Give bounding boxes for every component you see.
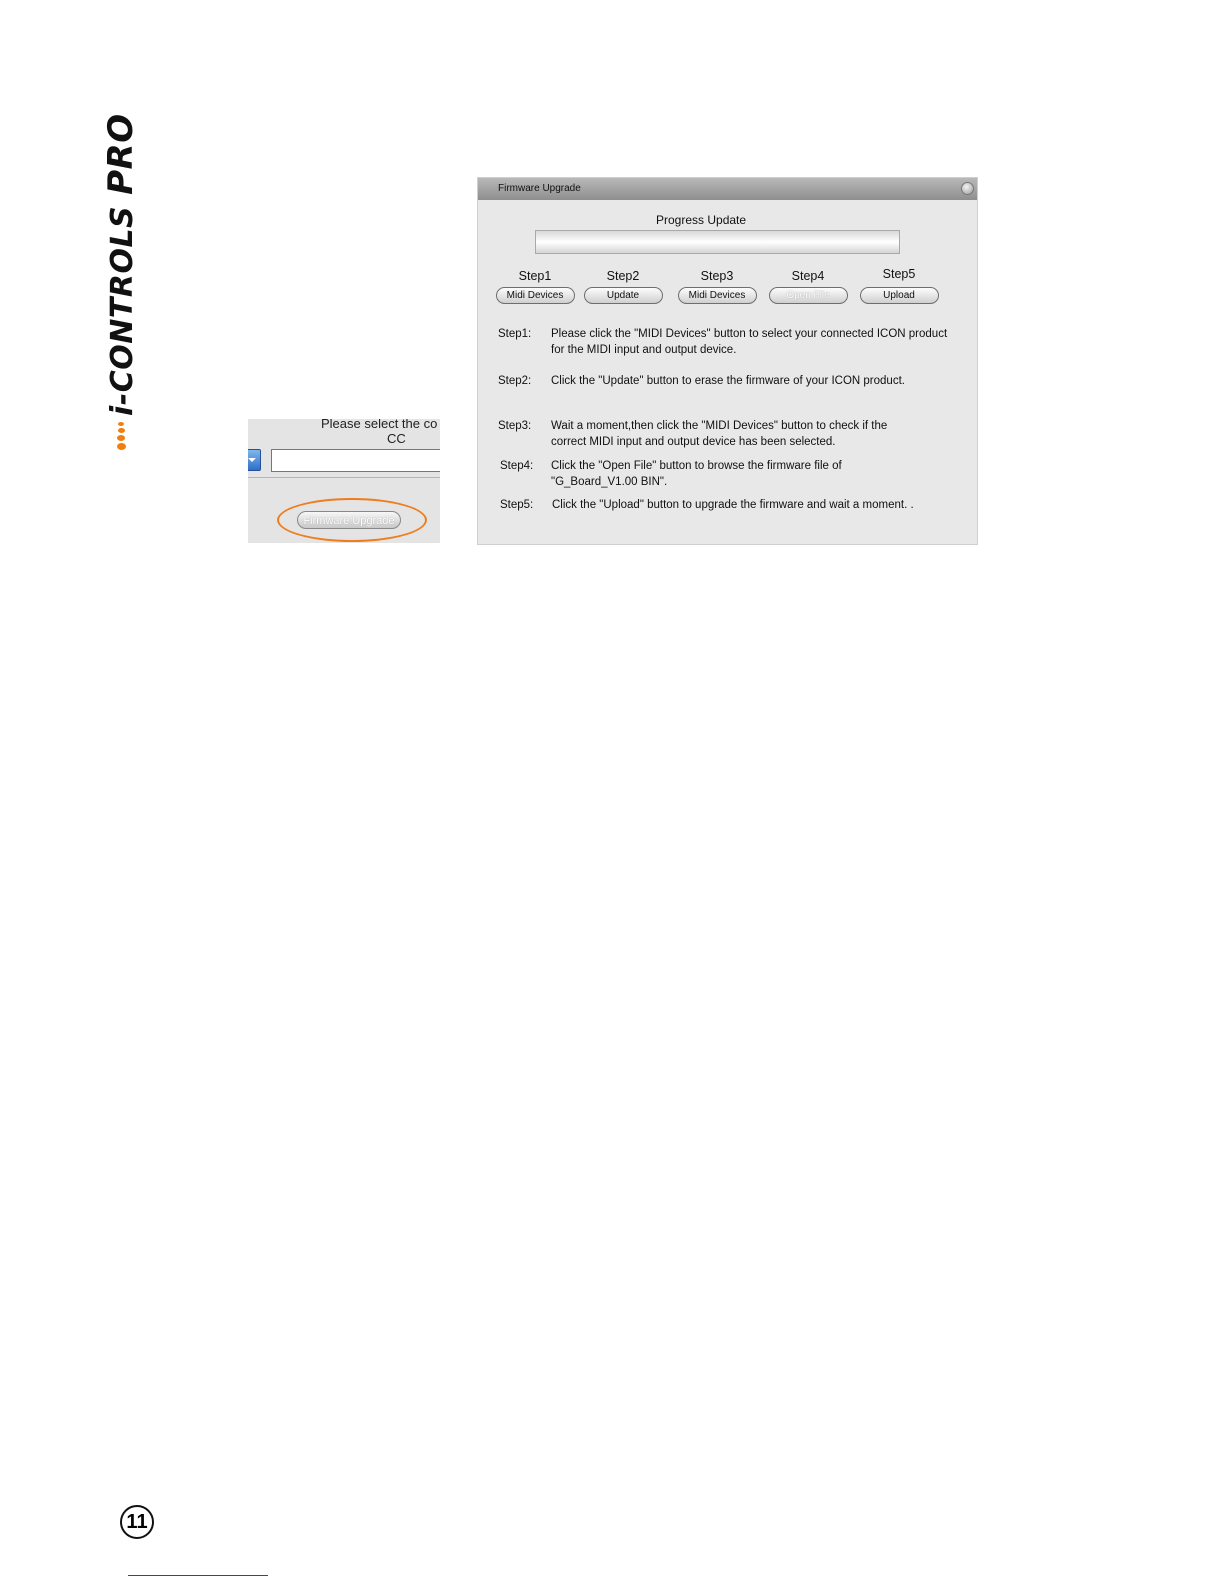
cc-input[interactable] xyxy=(271,449,440,472)
open-file-button[interactable]: Open File xyxy=(769,287,848,304)
window-titlebar xyxy=(478,178,977,200)
step-2 xyxy=(577,269,669,304)
brand-suffix: PRO xyxy=(101,113,141,195)
step-5 xyxy=(853,267,945,304)
brand-prefix: i xyxy=(105,405,140,416)
step-label: Step1 xyxy=(518,269,552,283)
instruction-number: Step2: xyxy=(498,375,532,387)
brand-logo xyxy=(101,113,141,450)
instruction-text: Please click the "MIDI Devices" button to select your connected ICON product for the MIDI input and output device. xyxy=(551,328,948,356)
firmware-upgrade-window xyxy=(477,177,978,545)
divider xyxy=(248,477,440,478)
instruction-number: Step4: xyxy=(500,460,534,472)
brand-text xyxy=(101,113,141,416)
brand-name: -CONTROLS xyxy=(105,205,140,406)
instruction-number: Step3: xyxy=(498,420,532,432)
progress-label: Progress Update xyxy=(656,213,747,227)
update-button[interactable]: Update xyxy=(584,287,663,304)
dropdown-arrow-icon[interactable] xyxy=(248,449,261,471)
step-label: Step2 xyxy=(606,269,640,283)
step-label: Step5 xyxy=(882,267,916,281)
step-label: Step4 xyxy=(791,269,825,283)
step-3 xyxy=(671,269,763,304)
close-icon[interactable] xyxy=(961,182,974,195)
window-title: Firmware Upgrade xyxy=(498,183,581,194)
instruction-text: Click the "Open File" button to browse the firmware file of "G_Board_V1.00 BIN". xyxy=(551,460,842,488)
footer-rule xyxy=(128,1575,268,1576)
instruction-number: Step5: xyxy=(500,499,534,511)
instruction-text: Click the "Upload" button to upgrade the firmware and wait a moment. . xyxy=(552,499,914,511)
select-prompt: Please select the co xyxy=(321,419,438,431)
midi-devices-button-1[interactable]: Midi Devices xyxy=(496,287,575,304)
upload-button[interactable]: Upload xyxy=(860,287,939,304)
instruction-number: Step1: xyxy=(498,328,532,340)
page-number: 11 xyxy=(120,1505,154,1539)
step-label: Step3 xyxy=(700,269,734,283)
brand-dots-icon xyxy=(117,422,126,450)
cc-label: CC xyxy=(387,431,406,446)
instruction-text: Wait a moment,then click the "MIDI Devices" button to check if the correct MIDI input and output device has been selected. xyxy=(551,420,888,448)
step-4 xyxy=(762,269,854,304)
progress-bar xyxy=(535,230,900,254)
instruction-text: Click the "Update" button to erase the firmware of your ICON product. xyxy=(551,375,905,387)
highlight-ellipse xyxy=(277,498,427,542)
step-1 xyxy=(489,269,581,304)
firmware-upgrade-button[interactable]: Firmware Upgrade xyxy=(297,511,401,529)
midi-devices-button-2[interactable]: Midi Devices xyxy=(678,287,757,304)
